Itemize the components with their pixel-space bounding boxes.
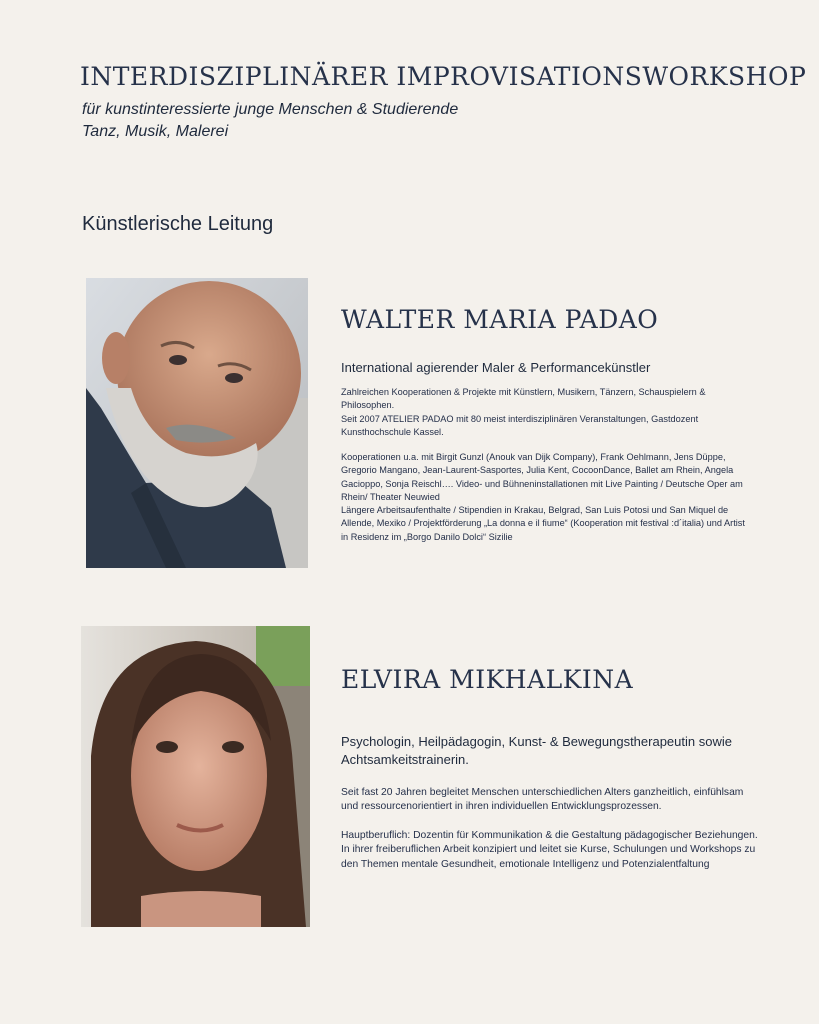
person-role-elvira: Psychologin, Heilpädagogin, Kunst- & Bewegungstherapeutin sowie Achtsamkeitstrainerin. bbox=[341, 734, 732, 767]
portrait-photo-walter bbox=[86, 278, 308, 568]
person-name-walter: WALTER MARIA PADAO bbox=[341, 305, 659, 334]
person-bio-walter-para2: Kooperationen u.a. mit Birgit Gunzl (Anouk van Dijk Company), Frank Oehlmann, Jens Düppe, Gregorio Mangano, Jean-Laurent-Sasportes, Julia Kent, CocoonDance, Ballet am Rhein, Angela Gacioppo, Sonja Reischl…. Video- und Bühneninstallationen mit Live Painting / Deutsche Oper am Rhein/ Theater Neuwied Längere Arbeitsaufenthalte / Stipendien in Krakau, Belgrad, San Luis Potosi und San Miquel de Allende, Mexiko / Projektförderung „La donna e il fiume“ (Kooperation mit festival :d´italia) und Artist in Residenz im „Borgo Danilo Dolci“ Sizilie bbox=[341, 452, 745, 542]
person-bio-elvira-para2: Hauptberuflich: Dozentin für Kommunikation & die Gestaltung pädagogischer Beziehungen. In ihrer freiberuflichen Arbeit konzipiert und leitet sie Kurse, Schulungen und Workshops zu den Themen mentale Gesundheit, emotionale Intelligenz und Potenzialentfaltung bbox=[341, 830, 758, 870]
person-name-elvira: ELVIRA MIKHALKINA bbox=[341, 665, 634, 694]
section-heading: Künstlerische Leitung bbox=[82, 213, 274, 235]
page-title: INTERDISZIPLINÄRER IMPROVISATIONSWORKSHOP bbox=[80, 62, 807, 91]
subtitle-audience: für kunstinteressierte junge Menschen & Studierende bbox=[82, 101, 459, 118]
subtitle-disciplines: Tanz, Musik, Malerei bbox=[82, 123, 229, 140]
portrait-photo-elvira bbox=[81, 626, 310, 927]
person-bio-elvira-para1: Seit fast 20 Jahren begleitet Menschen unterschiedlichen Alters ganzheitlich, einfühlsam und ressourcenorientiert in ihren individuellen Entwicklungsprozessen. bbox=[341, 787, 744, 813]
person-role-walter: International agierender Maler & Performancekünstler bbox=[341, 360, 651, 375]
person-bio-walter-para1: Zahlreichen Kooperationen & Projekte mit Künstlern, Musikern, Tänzern, Schauspielern & Philosophen. Seit 2007 ATELIER PADAO mit 80 meist interdisziplinären Veranstaltungen, Gastdozent Kunsthochschule Kassel. bbox=[341, 387, 706, 437]
